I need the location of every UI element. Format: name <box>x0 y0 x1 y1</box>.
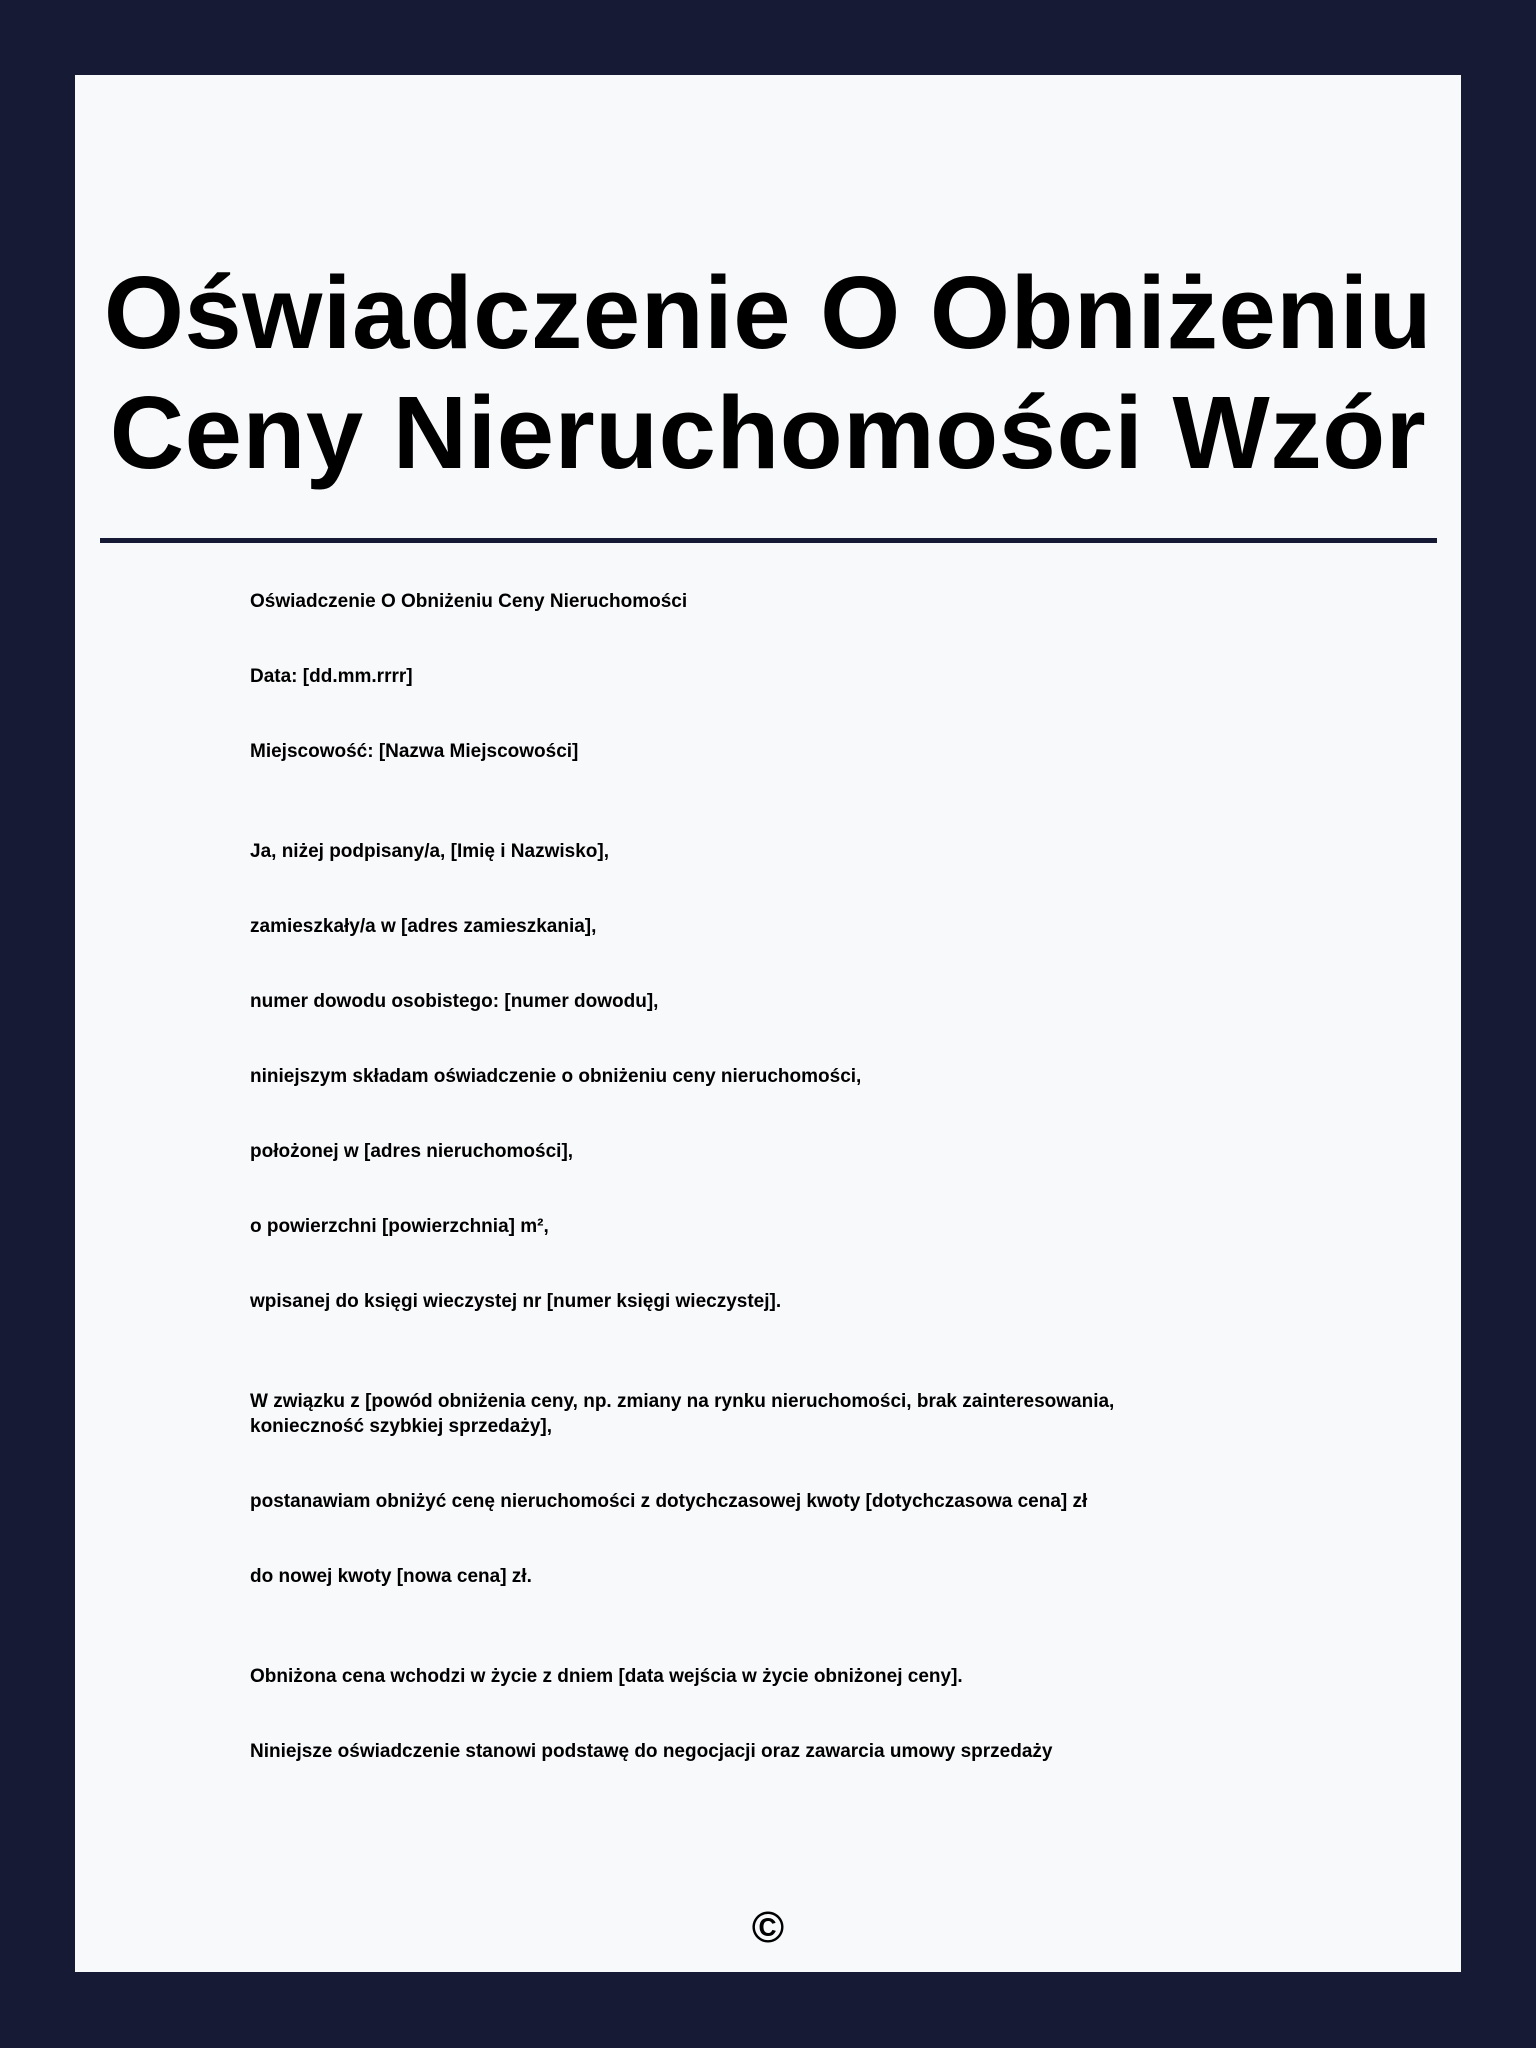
document-page <box>75 75 1461 1972</box>
id-number-line: numer dowodu osobistego: [numer dowodu], <box>250 991 659 1012</box>
declaration-line: niniejszym składam oświadczenie o obniżeniu ceny nieruchomości, <box>250 1066 862 1087</box>
reason-line: W związku z [powód obniżenia ceny, np. zmiany na rynku nieruchomości, brak zainteresowania, konieczność szybkiej sprzedaży], <box>250 1391 1115 1437</box>
document-heading: Oświadczenie O Obniżeniu Ceny Nieruchomości <box>250 591 688 612</box>
declarant-name-line: Ja, niżej podpisany/a, [Imię i Nazwisko], <box>250 841 609 862</box>
title-divider <box>100 538 1437 543</box>
closing-line: Niniejsze oświadczenie stanowi podstawę do negocjacji oraz zawarcia umowy sprzedaży <box>250 1741 1053 1762</box>
copyright-icon: © <box>751 1903 785 1952</box>
property-area-line: o powierzchni [powierzchnia] m², <box>250 1216 549 1237</box>
land-register-line: wpisanej do księgi wieczystej nr [numer księgi wieczystej]. <box>250 1291 782 1312</box>
new-price-line: do nowej kwoty [nowa cena] zł. <box>250 1566 532 1587</box>
date-line: Data: [dd.mm.rrrr] <box>250 666 413 687</box>
old-price-line: postanawiam obniżyć cenę nieruchomości z dotychczasowej kwoty [dotychczasowa cena] zł <box>250 1491 1088 1512</box>
address-line: zamieszkały/a w [adres zamieszkania], <box>250 916 597 937</box>
place-line: Miejscowość: [Nazwa Miejscowości] <box>250 741 579 762</box>
effective-date-line: Obniżona cena wchodzi w życie z dniem [data wejścia w życie obniżonej ceny]. <box>250 1666 963 1687</box>
property-address-line: położonej w [adres nieruchomości], <box>250 1141 574 1162</box>
page-title: Oświadczenie O Obniżeniu Ceny Nieruchomości Wzór <box>103 255 1433 490</box>
